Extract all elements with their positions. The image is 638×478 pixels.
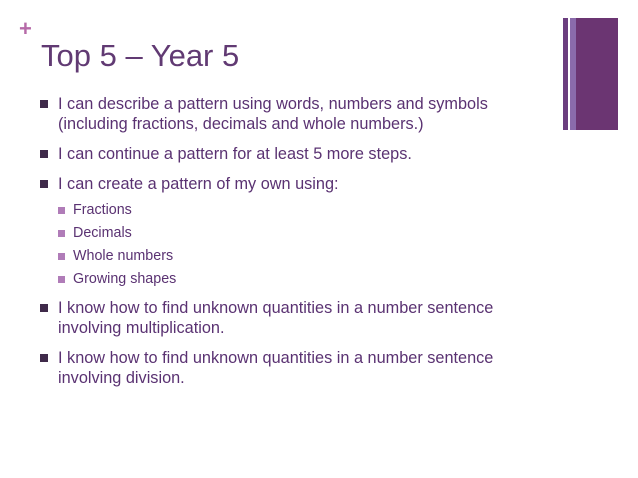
sub-bullet-text: Fractions (73, 202, 132, 218)
bullet-item (40, 298, 550, 338)
sub-bullet-text: Growing shapes (73, 271, 177, 287)
bullet-item (40, 144, 550, 164)
bullet-line: involving division. (58, 369, 185, 387)
small-square-bullet-icon (58, 230, 65, 237)
square-bullet-icon (40, 304, 48, 312)
bullet-line: I can continue a pattern for at least 5 more steps. (58, 145, 412, 163)
bullet-item (40, 94, 550, 134)
sub-bullet-item (58, 202, 550, 219)
sub-bullet-item (58, 225, 550, 242)
small-square-bullet-icon (58, 253, 65, 260)
bullet-line: involving multiplication. (58, 319, 225, 337)
square-bullet-icon (40, 150, 48, 158)
bullet-line: I know how to find unknown quantities in a number sentence (58, 349, 494, 367)
sub-bullet-text: Whole numbers (73, 248, 174, 264)
sub-bullet-text: Decimals (73, 225, 132, 241)
slide-title: Top 5 – Year 5 (41, 38, 240, 73)
bullet-line: I can describe a pattern using words, numbers and symbols (58, 95, 488, 113)
decorative-bar-thin (563, 18, 568, 130)
sub-bullet-item (58, 271, 550, 288)
bullet-item (40, 174, 550, 288)
square-bullet-icon (40, 180, 48, 188)
bullet-line: I can create a pattern of my own using: (58, 175, 339, 193)
sub-bullet-item (58, 248, 550, 265)
bullet-item (40, 348, 550, 388)
bullet-line: I know how to find unknown quantities in a number sentence (58, 299, 494, 317)
small-square-bullet-icon (58, 276, 65, 283)
bullet-line: (including fractions, decimals and whole numbers.) (58, 115, 424, 133)
decorative-bar-thick (576, 18, 618, 130)
sub-bullet-list (58, 202, 550, 288)
bullet-list (40, 94, 550, 398)
small-square-bullet-icon (58, 207, 65, 214)
plus-icon: + (19, 16, 32, 41)
square-bullet-icon (40, 100, 48, 108)
square-bullet-icon (40, 354, 48, 362)
